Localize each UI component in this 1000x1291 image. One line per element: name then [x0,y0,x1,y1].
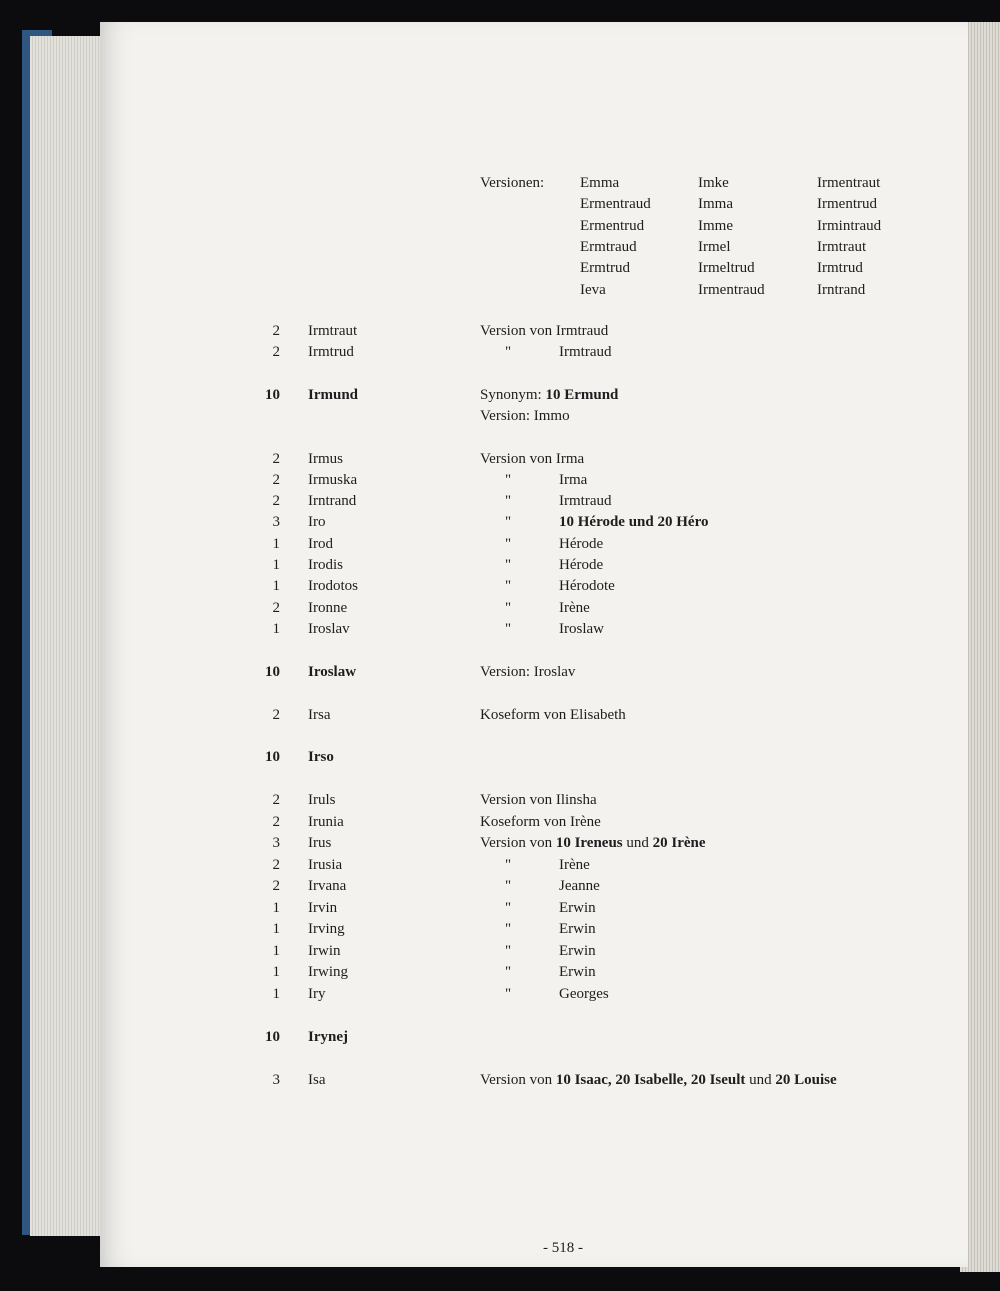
version-name: Irmentrud [817,196,877,213]
version-name: Ermtrud [580,260,630,277]
entry-description [480,1071,837,1089]
entry-number: 2 [272,857,280,873]
entry-number: 10 [265,1029,280,1045]
entry-number: 1 [272,964,280,980]
entry-text: Koseform von Elisabeth [480,707,626,723]
ditto-mark: " [505,578,512,594]
entry-name: Irusia [308,857,343,873]
ditto-mark: " [505,472,512,488]
entry-description [559,556,603,574]
entry-text: Version von [480,835,553,851]
entry-text: Hérode [559,557,604,573]
entry-text: Koseform von Irène [480,814,601,830]
ditto-mark: " [505,878,512,894]
version-name: Irntrand [817,281,866,298]
entry-name: Irmuska [308,472,358,488]
entry-description [480,834,706,852]
entry-number: 1 [272,921,280,937]
entry-name: Irus [308,835,332,851]
entry-text: Synonym: [480,387,542,403]
entry-reference: 10 Isaac, 20 Isabelle, 20 Iseult [555,1072,746,1088]
entry-description [480,791,597,809]
version-name: Ermentraud [580,196,651,213]
entry-number: 3 [272,514,280,530]
entry-name: Irntrand [308,493,357,509]
ditto-mark: " [505,557,512,573]
entry-number: 2 [272,472,280,488]
entry-text: Irène [559,600,590,616]
entry-description [559,985,609,1003]
entry-name: Irmund [308,387,359,403]
entry-description [480,450,584,468]
ditto-mark: " [505,344,512,360]
entry-number: 2 [272,451,280,467]
entry-description [480,407,570,425]
entry-description [480,322,608,340]
entry-text: Georges [559,986,609,1002]
entry-description [559,877,600,895]
ditto-mark: " [505,986,512,1002]
version-name: Irmel [698,238,731,255]
entry-number: 10 [265,664,280,680]
ditto-mark: " [505,943,512,959]
entry-description [559,920,596,938]
entry-name: Iroslav [308,621,350,637]
entry-name: Irod [308,536,333,552]
version-name: Irmeltrud [698,260,755,277]
entry-number: 2 [272,493,280,509]
entry-description [559,963,596,981]
entry-reference: 20 Irène [652,835,706,851]
entry-name: Irvana [308,878,347,894]
entry-name: Irving [308,921,345,937]
entry-name: Iro [308,514,326,530]
ditto-mark: " [505,536,512,552]
version-name: Emma [580,175,620,191]
entry-text: und [749,1072,772,1088]
entry-reference: 10 Hérode und 20 Héro [559,514,709,530]
ditto-mark: " [505,600,512,616]
entry-description [480,386,618,404]
entry-text: Hérode [559,536,604,552]
entry-text: Irmtraud [559,344,612,360]
ditto-mark: " [505,964,512,980]
entry-description [559,471,587,489]
entry-number: 1 [272,557,280,573]
version-name: Imma [698,196,733,213]
entry-number: 1 [272,986,280,1002]
version-name: Imme [698,217,733,234]
entry-number: 10 [265,749,280,765]
ditto-mark: " [505,514,512,530]
entry-number: 2 [272,792,280,808]
entry-number: 2 [272,323,280,339]
version-name: Irmentraud [698,281,765,298]
version-name: Ieva [580,281,606,298]
entry-name: Irmtraut [308,323,358,339]
entry-name: Irwin [308,943,341,959]
entry-name: Irodis [308,557,343,573]
entry-name: Irynej [308,1029,348,1045]
version-name: Irmtrud [817,260,863,277]
entry-name: Irwing [308,964,348,980]
entry-text: Jeanne [559,878,600,894]
entry-description [480,663,575,681]
entry-description [559,899,596,917]
entry-description [480,813,601,831]
ditto-mark: " [505,857,512,873]
entry-text: Hérodote [559,578,615,594]
entry-number: 2 [272,344,280,360]
entry-number: 3 [272,835,280,851]
entry-text: Irène [559,857,590,873]
version-name: Imke [698,175,729,191]
entry-description [559,535,603,553]
entry-number: 1 [272,536,280,552]
entry-name: Irvin [308,900,338,916]
version-name: Ermtraud [580,238,637,255]
entry-reference: 10 Ermund [545,387,619,403]
versions-label: Versionen: [480,175,545,191]
entry-reference: 20 Louise [775,1072,837,1088]
entry-number: 2 [272,878,280,894]
entry-name: Irmtrud [308,344,354,360]
entry-description [480,706,626,724]
entry-description [559,942,596,960]
entry-text: und [626,835,649,851]
entry-name: Irmus [308,451,343,467]
entry-text: Irma [559,472,588,488]
version-name: Irmentraut [817,175,881,191]
entry-name: Irunia [308,814,344,830]
version-name: Ermentrud [580,217,645,234]
entry-description [559,492,611,510]
entry-number: 2 [272,600,280,616]
entry-text: Iroslaw [559,621,604,637]
entry-number: 1 [272,578,280,594]
entry-reference: 10 Ireneus [555,835,623,851]
entry-name: Iroslaw [308,664,357,680]
entry-text: Erwin [559,964,596,980]
version-name: Irmintraud [817,217,882,234]
entry-text: Version: Iroslav [480,664,576,680]
version-name: Irmtraut [817,238,867,255]
ditto-mark: " [505,921,512,937]
entry-description [559,513,708,531]
entry-name: Irso [308,749,334,765]
entry-name: Isa [308,1072,326,1088]
entry-number: 10 [265,387,280,403]
entry-description [559,599,590,617]
entry-number: 1 [272,621,280,637]
entry-name: Irodotos [308,578,358,594]
entry-name: Iry [308,986,326,1002]
entry-number: 2 [272,814,280,830]
ditto-mark: " [505,900,512,916]
entry-number: 1 [272,900,280,916]
entry-description [559,577,615,595]
page-number: - 518 - [543,1240,583,1256]
ditto-mark: " [505,493,512,509]
entry-text: Erwin [559,900,596,916]
entry-description [559,343,611,361]
entry-number: 1 [272,943,280,959]
entry-number: 3 [272,1072,280,1088]
entry-name: Iruls [308,792,336,808]
entry-number: 2 [272,707,280,723]
entry-text: Version von [480,1072,553,1088]
entry-text: Version von Irma [480,451,585,467]
entry-text: Version von Ilinsha [480,792,597,808]
entry-text: Erwin [559,921,596,937]
entry-name: Ironne [308,600,348,616]
entry-description [559,620,604,638]
entry-text: Erwin [559,943,596,959]
entry-text: Version von Irmtraud [480,323,609,339]
entry-text: Irmtraud [559,493,612,509]
ditto-mark: " [505,621,512,637]
entry-description [559,856,590,874]
entry-text: Version: Immo [480,408,570,424]
entry-name: Irsa [308,707,331,723]
